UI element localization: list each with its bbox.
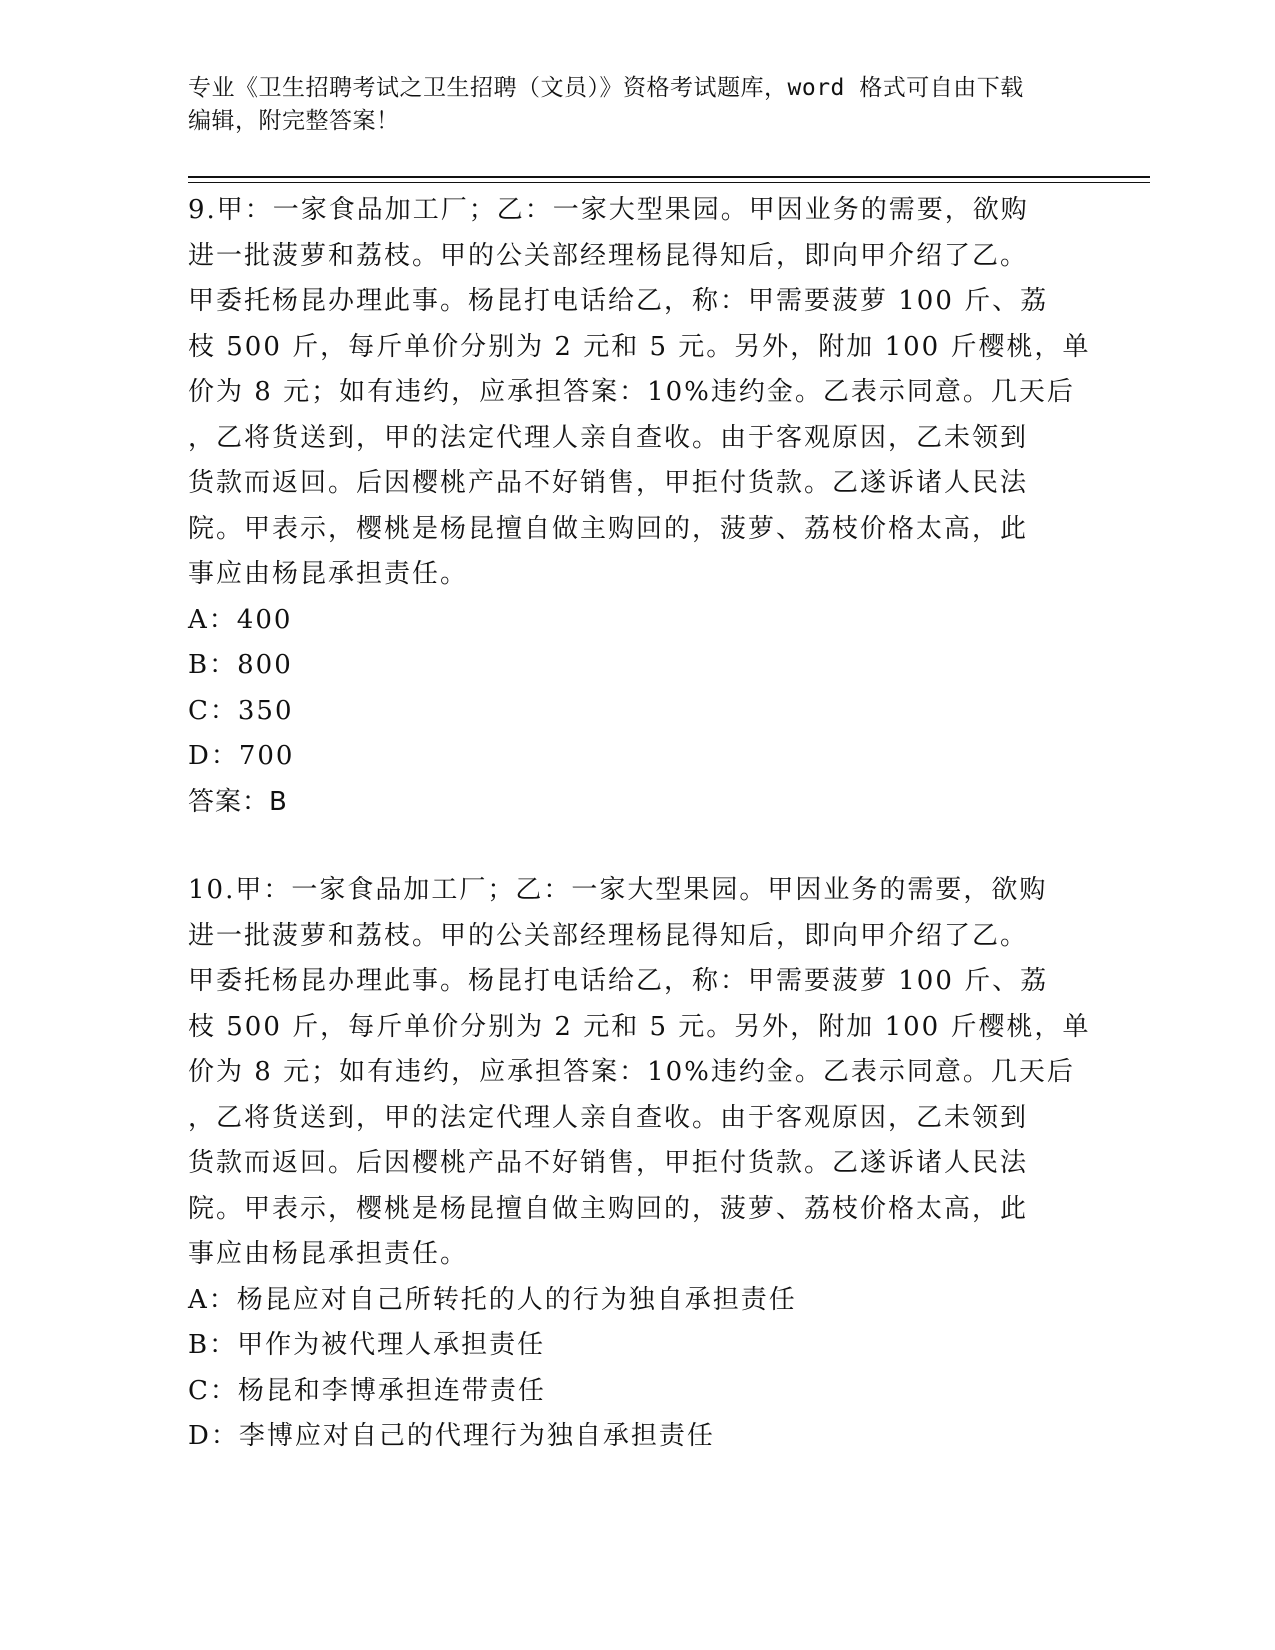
answer-label: 答案：B [188, 786, 288, 817]
question-stem-line: 枝 500 斤，每斤单价分别为 2 元和 5 元。另外，附加 100 斤樱桃，单 [188, 1011, 1091, 1042]
question-stem-line: 院。甲表示，樱桃是杨昆擅自做主购回的，菠萝、荔枝价格太高，此 [188, 1193, 1029, 1224]
question-stem-line: 事应由杨昆承担责任。 [188, 1239, 469, 1269]
question-9 [188, 188, 1091, 825]
option-b: B：甲作为被代理人承担责任 [188, 1330, 546, 1360]
question-stem-line: 枝 500 斤，每斤单价分别为 2 元和 5 元。另外，附加 100 斤樱桃，单 [188, 331, 1091, 362]
question-stem-line: 价为 8 元；如有违约，应承担答案：10%违约金。乙表示同意。几天后 [188, 377, 1075, 407]
question-stem-line: 货款而返回。后因樱桃产品不好销售，甲拒付货款。乙遂诉诸人民法 [188, 1148, 1029, 1178]
option-c: C：杨昆和李博承担连带责任 [188, 1375, 546, 1406]
question-stem-line: 价为 8 元；如有违约，应承担答案：10%违约金。乙表示同意。几天后 [188, 1057, 1075, 1087]
option-b: B：800 [188, 650, 293, 680]
question-10 [188, 868, 1091, 1460]
option-a: A：杨昆应对自己所转托的人的行为独自承担责任 [188, 1284, 797, 1315]
header-rule-thin [188, 182, 1150, 183]
question-stem-line: 10.甲：一家食品加工厂；乙：一家大型果园。甲因业务的需要，欲购 [188, 875, 1048, 905]
question-stem-line: 事应由杨昆承担责任。 [188, 559, 469, 589]
header-rule-thick [188, 176, 1150, 178]
question-stem-line: 货款而返回。后因樱桃产品不好销售，甲拒付货款。乙遂诉诸人民法 [188, 468, 1029, 498]
question-stem-line: 9.甲：一家食品加工厂；乙：一家大型果园。甲因业务的需要，欲购 [188, 195, 1029, 225]
document-header: 专业《卫生招聘考试之卫生招聘（文员）》资格考试题库，word 格式可自由下载 编辑，附完整答案！ [188, 75, 1024, 134]
option-c: C：350 [188, 695, 294, 726]
question-stem-line: 院。甲表示，樱桃是杨昆擅自做主购回的，菠萝、荔枝价格太高，此 [188, 513, 1029, 544]
option-d: D：李博应对自己的代理行为独自承担责任 [188, 1421, 715, 1451]
question-stem-line: ，乙将货送到，甲的法定代理人亲自查收。由于客观原因，乙未领到 [188, 422, 1029, 453]
question-stem-line: 甲委托杨昆办理此事。杨昆打电话给乙，称：甲需要菠萝 100 斤、荔 [188, 286, 1049, 316]
question-stem-line: 进一批菠萝和荔枝。甲的公关部经理杨昆得知后，即向甲介绍了乙。 [188, 240, 1029, 271]
question-stem-line: 甲委托杨昆办理此事。杨昆打电话给乙，称：甲需要菠萝 100 斤、荔 [188, 966, 1049, 996]
question-stem-line: ，乙将货送到，甲的法定代理人亲自查收。由于客观原因，乙未领到 [188, 1102, 1029, 1133]
question-stem-line: 进一批菠萝和荔枝。甲的公关部经理杨昆得知后，即向甲介绍了乙。 [188, 920, 1029, 951]
option-a: A：400 [188, 604, 293, 635]
option-d: D：700 [188, 741, 295, 771]
